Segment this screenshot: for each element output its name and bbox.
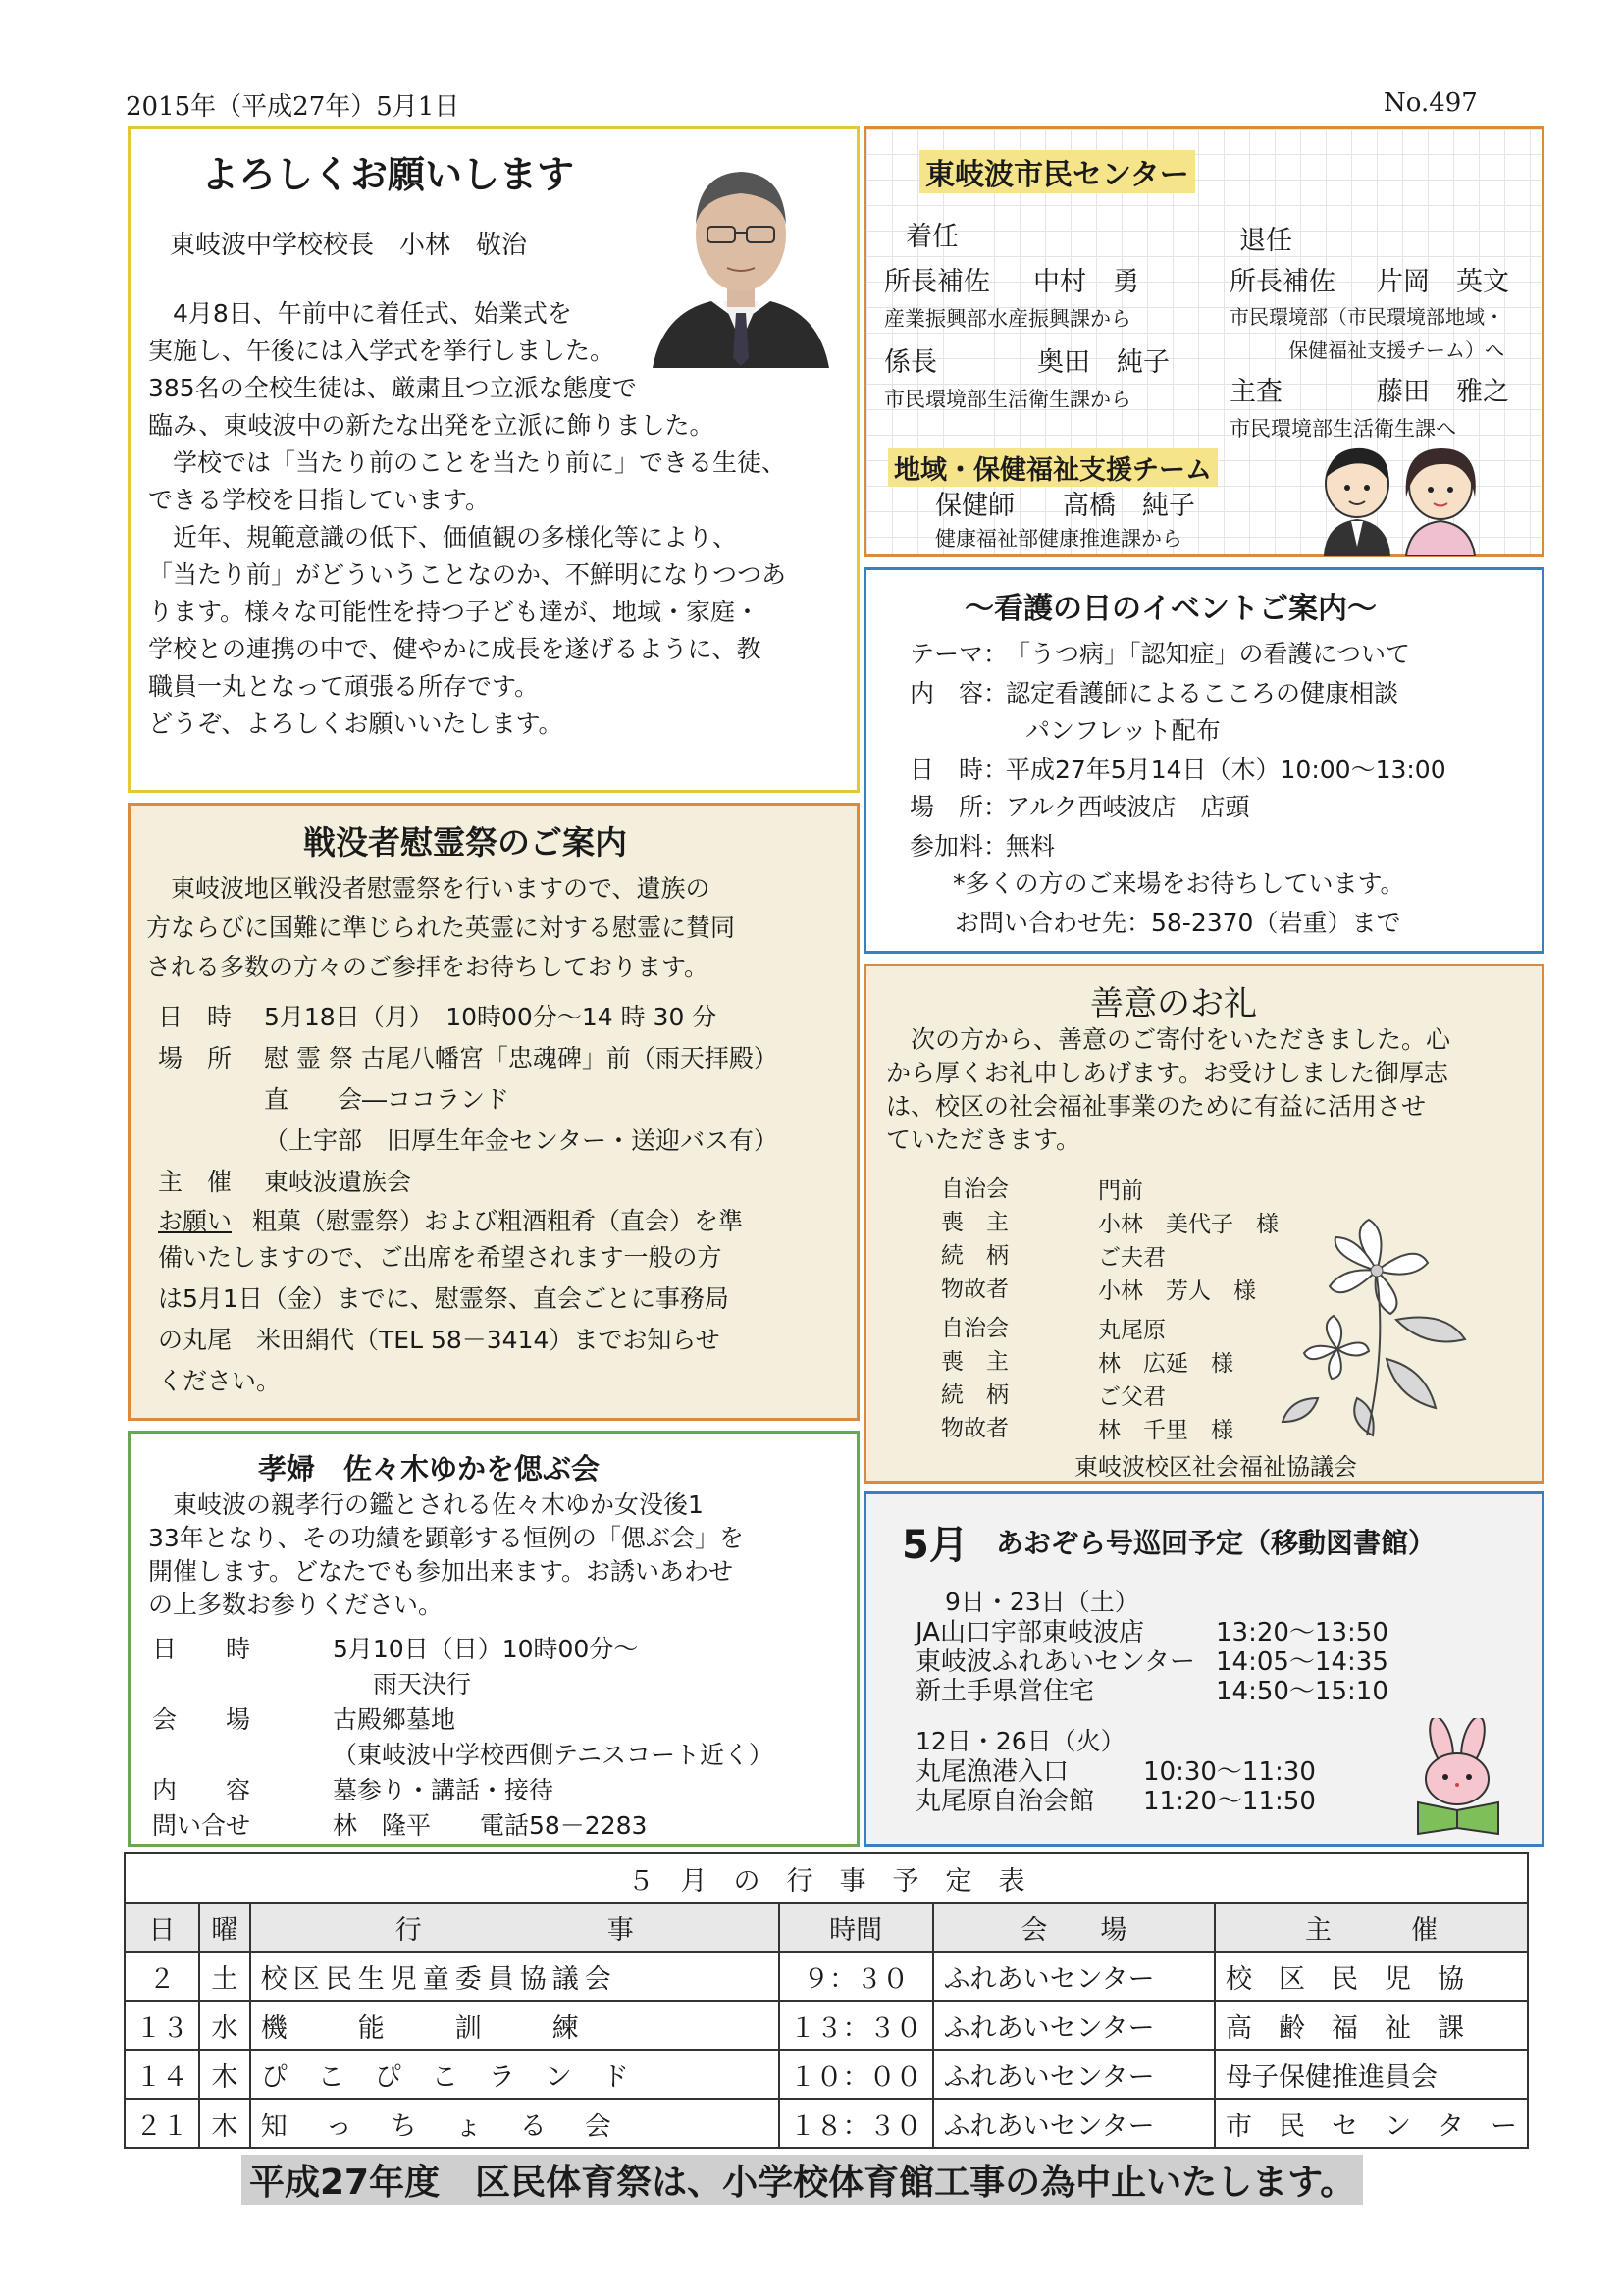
arrive-role: 係長 [884,347,937,378]
donor-value: 丸尾原 [1098,1318,1166,1343]
memorial-request: ください。 [158,1367,282,1395]
flower-illustration [1279,1212,1485,1437]
memorial-request-label: お願い [158,1207,233,1235]
leave-to: 保健福祉支援チーム）へ [1288,339,1504,362]
arrive-from: 産業振興部水産振興課から [884,307,1131,331]
library-time: 14:05～14:35 [1216,1647,1388,1677]
arrive-from: 市民環境部生活衛生課から [884,388,1131,411]
row-weekday: 木 [199,2050,250,2099]
greeting-section [128,126,860,793]
memorial-request: は5月1日（金）までに、慰霊祭、直会ごとに事務局 [158,1284,729,1313]
header-event: 行 事 [250,1903,779,1952]
nursing-value: パンフレット配布 [1025,716,1221,745]
library-time: 10:30～11:30 [1143,1757,1316,1787]
memorial-label: 日 時 [158,1003,233,1031]
library-date: 9日・23日（土） [945,1588,1139,1616]
rabbit-reading-illustration [1404,1718,1512,1836]
donor-label: 物故者 [941,1416,1009,1441]
library-date: 12日・26日（火） [916,1727,1126,1755]
greeting-line: どうぞ、よろしくお願いいたします。 [148,709,563,738]
memorial-intro: 東岐波地区戦没者慰霊祭を行いますので、遺族の [146,874,710,903]
greeting-line: 近年、規範意識の低下、価値観の多様化等により、 [148,523,738,551]
row-organizer: 校 区 民 児 協 [1215,1952,1528,2001]
donor-label: 喪 主 [941,1349,1009,1375]
nursing-title: ～看護の日のイベントご案内～ [965,592,1377,626]
filial-section [128,1431,860,1847]
row-organizer: 高 齢 福 祉 課 [1215,2001,1528,2050]
thanks-org: 東岐波校区社会福祉協議会 [1074,1453,1357,1481]
donor-value: 林 千里 様 [1098,1418,1233,1443]
header-time: 時間 [779,1903,933,1952]
nursing-value: 「うつ病」「認知症」の看護について [1006,640,1411,668]
leave-name: 片岡 英文 [1377,267,1509,297]
filial-intro: 33年となり、その功績を顕彰する恒例の「偲ぶ会」を [148,1524,744,1552]
library-stop: 東岐波ふれあいセンター [916,1647,1195,1677]
memorial-request: 粗菓（慰霊祭）および粗酒粗肴（直会）を準 [252,1207,744,1235]
donor-value: ご父君 [1098,1384,1166,1410]
team-title: 地域・保健福祉支援チーム [888,448,1218,487]
staff-illustration [1308,439,1494,556]
thanks-intro: 次の方から、善意のご寄付をいただきました。心 [886,1025,1451,1054]
thanks-section [864,964,1544,1484]
filial-value: 墓参り・講話・接待 [333,1776,554,1804]
greeting-line: 実施し、午後には入学式を挙行しました。 [148,337,615,365]
donor-value: 小林 美代子 様 [1098,1212,1279,1237]
row-day: １４ [125,2050,199,2099]
filial-intro: 東岐波の親孝行の鑑とされる佐々木ゆか女没後1 [148,1490,704,1519]
nursing-value: 平成27年5月14日（木）10:00～13:00 [1006,756,1446,784]
row-event: 機 能 訓 練 [250,2001,779,2050]
greeting-line: 「当たり前」がどういうことなのか、不鮮明になりつつあ [148,560,787,589]
memorial-label: 主 催 [158,1168,233,1196]
donor-label: 自治会 [941,1316,1009,1341]
center-title: 東岐波市民センター [919,150,1195,193]
header-weekday: 曜 [199,1903,250,1952]
greeting-line: ります。様々な可能性を持つ子ども達が、地域・家庭・ [148,598,760,626]
greeting-line: 4月8日、午前中に着任式、始業式を [148,299,572,328]
row-venue: ふれあいセンター [933,2001,1215,2050]
thanks-intro: ていただきます。 [886,1125,1081,1154]
leave-name: 藤田 雅之 [1377,377,1509,407]
greeting-line: 学校との連携の中で、健やかに成長を遂げるように、教 [148,635,761,663]
memorial-request: の丸尾 米田絹代（TEL 58－3414）までお知らせ [158,1326,720,1354]
nursing-label: 内 容： [910,679,1009,707]
filial-value: 古殿郷墓地 [333,1705,456,1734]
library-stop: 丸尾漁港入口 [916,1757,1070,1787]
nursing-note: *多くの方のご来場をお待ちしています。 [953,869,1405,898]
donor-value: 小林 芳人 様 [1098,1278,1256,1304]
greeting-line: 学校では「当たり前のことを当たり前に」できる生徒、 [148,448,787,477]
row-event: 知 っ ち ょ る 会 [250,2099,779,2148]
greeting-title: よろしくお願いします [201,153,575,196]
greeting-line: できる学校を目指しています。 [148,486,491,514]
team-name: 高橋 純子 [1063,491,1195,521]
table-row [125,2099,1528,2148]
filial-title: 孝婦 佐々木ゆかを偲ぶ会 [258,1452,601,1486]
issue-number: No.497 [1384,88,1478,118]
memorial-label: 場 所 [158,1044,233,1072]
row-event: 校区民生児童委員協議会 [250,1952,779,2001]
memorial-intro: 方ならびに国難に準じられた英霊に対する慰霊に賛同 [146,913,736,942]
donor-label: 続 柄 [941,1243,1009,1269]
memorial-request: 備いたしますので、ご出席を希望されます一般の方 [158,1243,722,1272]
filial-intro: 開催します。どなたでも参加出来ます。お誘いあわせ [148,1557,734,1586]
arrive-role: 所長補佐 [884,267,990,297]
filial-value: （東岐波中学校西側テニスコート近く） [333,1741,774,1769]
leave-role: 所長補佐 [1230,267,1335,297]
row-organizer: 母子保健推進員会 [1215,2050,1528,2099]
thanks-intro: は、校区の社会福祉事業のために有益に活用させ [886,1092,1427,1121]
nursing-label: 日 時： [910,756,1009,784]
schedule-title: ５ 月 の 行 事 予 定 表 [125,1853,1528,1903]
memorial-value: 慰 霊 祭 古尾八幡宮「忠魂碑」前（雨天拝殿） [264,1044,778,1072]
memorial-value: 直 会―ココランド [264,1085,510,1114]
donor-value: 林 広延 様 [1098,1351,1233,1377]
nursing-label: 参加料： [910,832,1009,861]
arrive-name: 中村 勇 [1033,267,1139,297]
schedule-section [124,1852,1529,2142]
row-day: ２１ [125,2099,199,2148]
header-organizer: 主 催 [1215,1903,1528,1952]
library-month: 5月 [902,1523,969,1568]
filial-label: 日 時 [152,1635,251,1663]
donor-value: 門前 [1098,1178,1143,1204]
memorial-value: 5月18日（月） 10時00分～14 時 30 分 [264,1003,717,1031]
nursing-value: アルク西岐波店 店頭 [1006,793,1250,821]
filial-value: 雨天決行 [348,1670,472,1698]
filial-label: 内 容 [152,1776,251,1804]
issue-date: 2015年（平成27年）5月1日 [126,92,460,122]
schedule-table [124,1852,1529,2149]
donor-label: 続 柄 [941,1383,1009,1408]
memorial-section [128,803,860,1421]
row-venue: ふれあいセンター [933,2050,1215,2099]
greeting-line: 385名の全校生徒は、厳粛且つ立派な態度で [148,374,637,402]
greeting-line: 臨み、東岐波中の新たな出発を立派に飾りました。 [148,411,714,440]
table-row [125,1952,1528,2001]
memorial-value: （上宇部 旧厚生年金センター・送迎バス有） [264,1126,779,1155]
donor-label: 物故者 [941,1277,1009,1302]
filial-value: 林 隆平 電話58－2283 [333,1811,648,1840]
donor-value: ご夫君 [1098,1245,1166,1271]
row-day: ２ [125,1952,199,2001]
footer-notice: 平成27年度 区民体育祭は、小学校体育館工事の為中止いたします。 [241,2155,1363,2205]
arrive-name: 奥田 純子 [1037,347,1170,378]
greeting-line: 職員一丸となって頑張る所存です。 [148,672,540,701]
row-time: ９：３０ [779,1952,933,2001]
donor-label: 喪 主 [941,1210,1009,1235]
donor-label: 自治会 [941,1176,1009,1202]
citizen-center-section [864,126,1544,557]
leave-label: 退任 [1239,226,1292,256]
row-time: １３：３０ [779,2001,933,2050]
mobile-library-section [864,1491,1544,1847]
row-event: ぴ こ ぴ こ ラ ン ド [250,2050,779,2099]
row-time: １８：３０ [779,2099,933,2148]
memorial-value: 東岐波遺族会 [264,1168,412,1196]
nursing-label: テーマ： [910,640,1009,668]
principal-photo [643,146,839,368]
thanks-intro: から厚くお礼申しあげます。お受けしました御厚志 [886,1059,1449,1087]
nursing-value: 無料 [1006,832,1056,861]
library-stop: 丸尾原自治会館 [916,1787,1095,1816]
row-venue: ふれあいセンター [933,2099,1215,2148]
library-time: 13:20～13:50 [1216,1618,1388,1647]
table-row [125,2050,1528,2099]
filial-intro: の上多数お参りください。 [148,1591,444,1619]
library-stop: 新土手県営住宅 [916,1677,1095,1706]
leave-role: 主査 [1230,377,1283,407]
nursing-contact: お問い合わせ先：58-2370（岩重）まで [955,909,1401,937]
row-venue: ふれあいセンター [933,1952,1215,2001]
row-time: １０：００ [779,2050,933,2099]
thanks-title: 善意のお礼 [1090,984,1257,1023]
nursing-label: 場 所： [910,793,1009,821]
row-weekday: 木 [199,2099,250,2148]
leave-to: 市民環境部生活衛生課へ [1230,417,1456,441]
memorial-title: 戦没者慰霊祭のご案内 [303,823,627,861]
greeting-author: 東岐波中学校校長 小林 敬治 [170,231,528,260]
row-weekday: 水 [199,2001,250,2050]
table-row [125,2001,1528,2050]
team-role: 保健師 [935,491,1015,521]
nursing-event-section [864,567,1544,954]
team-from: 健康福祉部健康推進課から [935,527,1182,550]
library-stop: JA山口宇部東岐波店 [916,1618,1144,1647]
memorial-intro: される多数の方々のご参拝をお待ちしております。 [146,953,709,981]
filial-label: 問い合せ [152,1811,251,1840]
arrive-label: 着任 [906,222,959,252]
library-time: 14:50～15:10 [1216,1677,1388,1706]
header-day: 日 [125,1903,199,1952]
row-day: １３ [125,2001,199,2050]
nursing-value: 認定看護師によるこころの健康相談 [1006,679,1399,707]
row-weekday: 土 [199,1952,250,2001]
header-venue: 会 場 [933,1903,1215,1952]
leave-to: 市民環境部（市民環境部地域・ [1230,305,1504,329]
library-time: 11:20～11:50 [1143,1787,1316,1816]
filial-label: 会 場 [152,1705,251,1734]
filial-value: 5月10日（日）10時00分～ [333,1635,639,1663]
row-organizer: 市 民 セ ン タ ー [1215,2099,1528,2148]
library-title: あおぞら号巡回予定（移動図書館） [996,1527,1437,1559]
